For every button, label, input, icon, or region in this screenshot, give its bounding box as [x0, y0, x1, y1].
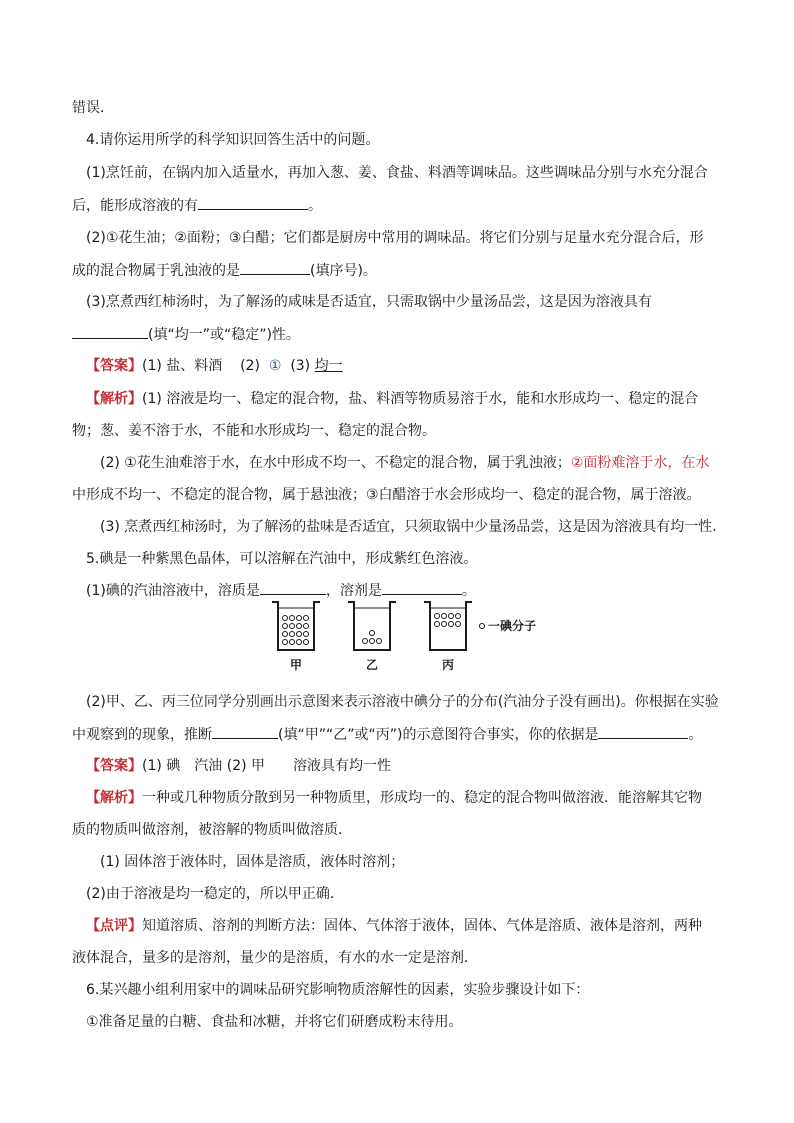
answer-4: [86, 356, 746, 376]
question-4-part-2-cont: [72, 260, 732, 281]
text-fragment: (填“甲”“乙”或“丙”)的示意图符合事实，你的依据是: [278, 727, 599, 743]
analysis-text: 一种或几种物质分散到另一种物质里，形成均一的、稳定的混合物叫做溶液．能溶解其它物: [142, 790, 702, 806]
beaker-yi: [348, 602, 396, 650]
beaker-label-jia: 甲: [290, 658, 303, 672]
answer-text: (1) 碘 汽油 (2) 甲 溶液具有均一性: [142, 758, 392, 774]
text-fragment: 。: [308, 198, 322, 214]
analysis-4-part-2: [100, 453, 760, 473]
beaker-label-yi: 乙: [366, 658, 379, 672]
comment-5-cont: 液体混合，量多的是溶剂，量少的是溶质，有水的水一定是溶剂．: [72, 950, 478, 966]
analysis-5-cont: 质的物质叫做溶剂，被溶解的物质叫做溶质．: [72, 822, 352, 838]
question-5-part-2-cont: [72, 724, 732, 745]
text-line: 错误.: [72, 100, 105, 116]
analysis-5-part-1: (1) 固体溶于液体时，固体是溶质，液体时溶剂；: [100, 854, 405, 870]
question-4-part-1-cont: [72, 195, 732, 216]
analysis-text: (1) 溶液是均一、稳定的混合物，盐、料酒等物质易溶于水，能和水形成均一、稳定的混合: [142, 391, 699, 407]
question-6-step-1: ①准备足量的白糖、食盐和冰糖，并将它们研磨成粉末待用。: [86, 1014, 463, 1030]
question-4-part-3: (3)烹煮西红柿汤时，为了解汤的咸味是否适宜，只需取锅中少量汤品尝，这是因为溶液具有: [86, 294, 652, 310]
molecules-yi: [363, 631, 382, 644]
answer-blank: [198, 195, 308, 210]
answer-text: (2): [240, 358, 260, 374]
answer-5: [86, 756, 746, 776]
question-5-title: 5.碘是一种紫黑色晶体，可以溶解在汽油中，形成紫红色溶液。: [86, 551, 478, 567]
molecules-bing: [435, 614, 461, 627]
comment-5: [86, 916, 746, 936]
question-4-part-1: (1)烹饪前，在锅内加入适量水，再加入葱、姜、食盐、料酒等调味品。这些调味品分别与水充分混合: [86, 165, 708, 181]
answer-text: (3): [290, 358, 315, 374]
answer-label: 【答案】: [86, 758, 142, 774]
answer-blank: [382, 580, 462, 595]
text-fragment: (填“均一”或“稳定”)性。: [148, 327, 300, 343]
answer-text: (1) 盐、料酒: [142, 358, 223, 374]
text-fragment: ，溶剂是: [325, 583, 382, 599]
question-6-title: 6.某兴趣小组利用家中的调味品研究影响物质溶解性的因素，实验步骤设计如下：: [86, 982, 590, 998]
molecules-jia: [283, 616, 309, 645]
answer-blank: [260, 580, 326, 595]
answer-text: 均一: [314, 358, 343, 374]
analysis-4-cont: 物；葱、姜不溶于水，不能和水形成均一、稳定的混合物。: [72, 423, 436, 439]
analysis-label: 【解析】: [86, 391, 142, 407]
beaker-diagram: [268, 596, 558, 674]
analysis-4-part-2-cont: 中形成不均一、不稳定的混合物，属于悬浊液；③白醋溶于水会形成均一、稳定的混合物，属于溶液。: [72, 487, 701, 503]
question-4-part-3-cont: [72, 324, 732, 345]
text-fragment: 。: [461, 583, 476, 599]
analysis-4-part-3: (3) 烹煮西红柿汤时，为了解汤的盐味是否适宜，只须取锅中少量汤品尝，这是因为溶液具有均一性.: [100, 519, 717, 535]
answer-blank: [72, 324, 148, 339]
question-5-part-2: (2)甲、乙、丙三位同学分别画出示意图来表示溶液中碘分子的分布(汽油分子没有画出)。你根据在实验: [86, 694, 719, 710]
question-4-part-2: (2)①花生油；②面粉；③白醋；它们都是厨房中常用的调味品。将它们分别与足量水充分混合后，形: [86, 230, 704, 246]
answer-blank: [240, 260, 310, 275]
question-4-title: 4.请你运用所学的科学知识回答生活中的问题。: [86, 132, 380, 148]
beaker-bing: [424, 602, 472, 650]
answer-blank: [598, 724, 688, 739]
legend-molecule-symbol: [480, 624, 485, 629]
analysis-text: (2) ①花生油难溶于水，在水中形成不均一、不稳定的混合物，属于乳浊液；: [100, 455, 571, 471]
text-fragment: 中观察到的现象，推断: [72, 727, 212, 743]
beaker-figure: [268, 596, 488, 656]
text-fragment: 后，能形成溶液的有: [72, 198, 198, 214]
analysis-label: 【解析】: [86, 790, 142, 806]
text-fragment: 。: [688, 727, 703, 743]
analysis-text: ②面粉难溶于水，在水: [570, 455, 710, 471]
analysis-4: [86, 389, 746, 409]
answer-text: ①: [268, 358, 282, 374]
answer-blank: [212, 724, 278, 739]
text-fragment: (填序号)。: [310, 263, 377, 279]
text-fragment: (1)碘的汽油溶液中，溶质是: [86, 583, 260, 599]
comment-text: 知道溶质、溶剂的判断方法：固体、气体溶于液体，固体、气体是溶质、液体是溶剂，两种: [142, 918, 702, 934]
analysis-5: [86, 788, 746, 808]
beaker-label-bing: 丙: [442, 658, 455, 672]
text-fragment: 成的混合物属于乳浊液的是: [72, 263, 240, 279]
answer-label: 【答案】: [86, 358, 142, 374]
legend-label: 一碘分子: [488, 619, 537, 633]
analysis-5-part-2: (2)由于溶液是均一稳定的，所以甲正确．: [86, 886, 344, 902]
comment-label: 【点评】: [86, 918, 142, 934]
